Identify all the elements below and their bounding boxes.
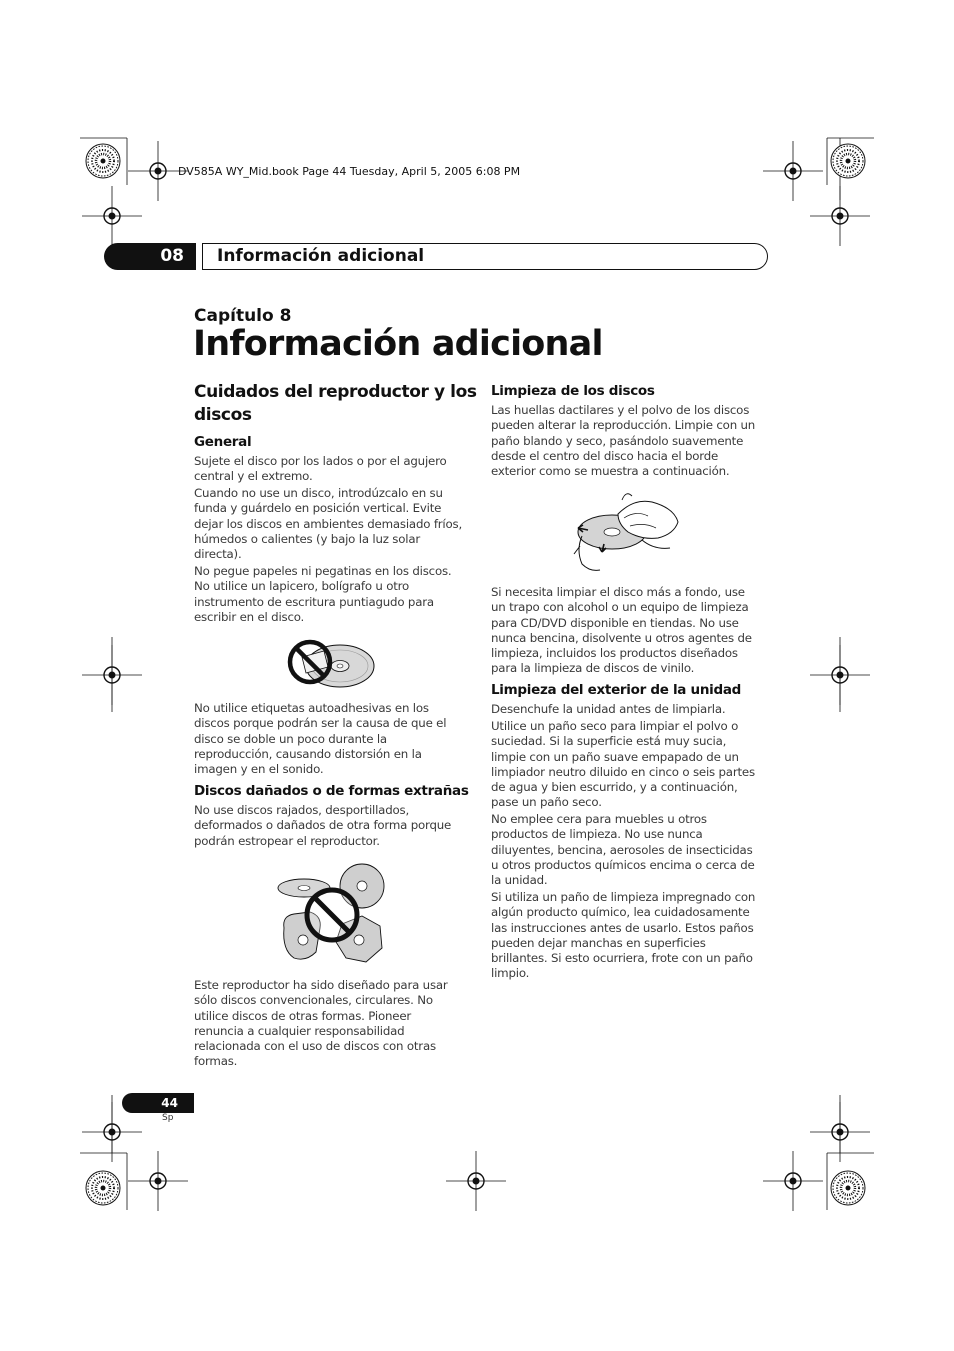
chapter-label: Capítulo 8 — [194, 306, 292, 326]
chapter-bar-title: Información adicional — [217, 246, 425, 266]
odd-shaped-discs-illustration — [274, 858, 394, 968]
print-info: DV585A WY_Mid.book Page 44 Tuesday, April 5, 2005 6:08 PM — [178, 165, 521, 178]
paragraph-exterior-3: No emplee cera para muebles u otros productos de limpieza. No use nunca diluyentes, bencina, aerosoles de insecticidas u otros productos químicos encima o cerca de la unidad. — [491, 812, 755, 888]
page-language-code: Sp — [162, 1113, 174, 1123]
no-sticker-disc-illustration — [284, 635, 384, 695]
paragraph-exterior-2: Utilice un paño seco para limpiar el polvo o suciedad. Si la superficie está muy sucia, limpie con un paño suave empapado de un limpiador neutro diluido en cinco o seis partes de agua y bien escurrido, y a continuación, pase un paño seco. — [491, 719, 755, 810]
paragraph-exterior-4: Si utiliza un paño de limpieza impregnado con algún producto químico, lea cuidadosamente las instrucciones antes de usarlo. Estos paños pueden dejar manchas en superficies brillantes. Si esto ocurriera, frote con un paño limpio. — [491, 890, 756, 981]
paragraph-general-4: No utilice etiquetas autoadhesivas en los discos porque podrán ser la causa de que el disco se doble un poco durante la reproducción, causando distorsión en la imagen y en el sonido. — [194, 701, 447, 777]
disc-wiping-illustration — [574, 488, 684, 578]
paragraph-damaged-1: No use discos rajados, desportillados, deformados o dañados de otra forma porque podrán estropear el reproductor. — [194, 803, 452, 848]
subheading-damaged-discs: Discos dañados o de formas extrañas — [194, 783, 469, 799]
subheading-general: General — [194, 434, 252, 450]
page-number-badge: 44 — [122, 1093, 194, 1113]
paragraph-cleaning-1: Las huellas dactilares y el polvo de los discos pueden alterar la reproducción. Limpie con un paño blando y seco, pasándolo suavemente desde el centro del disco hacia el borde exterior como se muestra a continuación. — [491, 403, 756, 479]
chapter-number-badge: 08 — [104, 243, 196, 270]
paragraph-exterior-1: Desenchufe la unidad antes de limpiarla. — [491, 702, 726, 716]
section-heading-care: Cuidados del reproductor y los discos — [194, 382, 477, 425]
subheading-exterior-cleaning: Limpieza del exterior de la unidad — [491, 682, 741, 698]
subheading-disc-cleaning: Limpieza de los discos — [491, 383, 655, 399]
page-title: Información adicional — [193, 324, 603, 364]
paragraph-cleaning-2: Si necesita limpiar el disco más a fondo, use un trapo con alcohol o un equipo de limpieza para CD/DVD disponible en tiendas. No use nunca bencina, disolvente u otros agentes de limpieza, incluidos los productos diseñados para la limpieza de discos de vinilo. — [491, 585, 752, 676]
paragraph-damaged-2: Este reproductor ha sido diseñado para usar sólo discos convencionales, circulares. No utilice discos de otras formas. Pioneer renuncia a cualquier responsabilidad relacionada con el uso de discos con otras formas. — [194, 978, 448, 1069]
paragraph-general-3: No pegue papeles ni pegatinas en los discos. No utilice un lapicero, bolígrafo u otro instrumento de escritura puntiagudo para escribir en el disco. — [194, 564, 452, 624]
paragraph-general-2: Cuando no use un disco, introdúzcalo en su funda y guárdelo en posición vertical. Evite dejar los discos en ambientes demasiado fríos, húmedos o calientes (y bajo la luz solar directa). — [194, 486, 463, 562]
paragraph-general-1: Sujete el disco por los lados o por el agujero central y el extremo. — [194, 454, 447, 484]
